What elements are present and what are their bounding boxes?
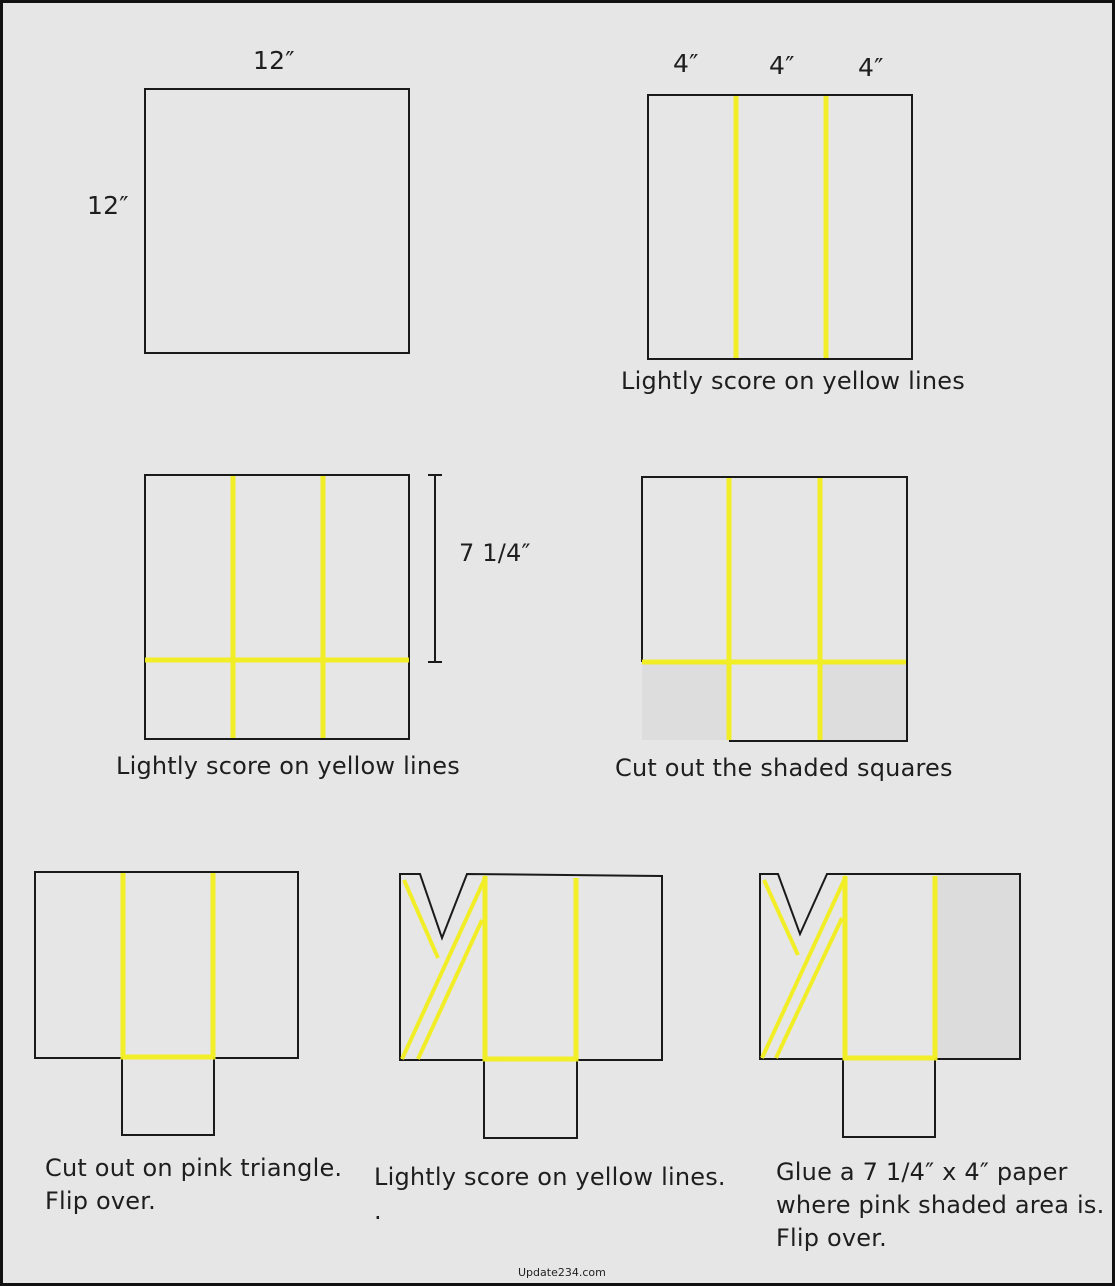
- step4-caption: Cut out the shaded squares: [615, 754, 953, 782]
- step2-square: [648, 95, 912, 359]
- step6-shape-diagram: [400, 874, 662, 1138]
- step4-square-diagram: [642, 477, 907, 741]
- step7-caption-line3: Flip over.: [776, 1224, 887, 1252]
- third-dimension-label-3: 4″: [858, 53, 884, 82]
- step7-shaded-area: [937, 875, 1020, 1059]
- height-dimension-label: 12″: [87, 191, 129, 220]
- step6-caption-line1: Lightly score on yellow lines.: [374, 1163, 726, 1191]
- step5-score-u-line: [123, 873, 213, 1057]
- step3-square: [145, 475, 409, 739]
- watermark: Update234.com: [518, 1266, 606, 1279]
- step5-caption-line2: Flip over.: [45, 1187, 156, 1215]
- step1-square-diagram: [145, 89, 409, 353]
- step6-score-u-line: [485, 876, 576, 1059]
- step2-square-diagram: [648, 95, 912, 359]
- step5-caption-line1: Cut out on pink triangle.: [45, 1154, 343, 1182]
- flap-height-label: 7 1/4″: [459, 539, 531, 567]
- flap-height-bracket: [428, 475, 442, 662]
- step7-shape-diagram: [760, 874, 1020, 1137]
- step7-caption-line2: where pink shaded area is.: [776, 1191, 1105, 1219]
- step6-caption-line2: .: [374, 1197, 382, 1225]
- step3-square-diagram: [145, 475, 442, 739]
- step5-outline: [35, 872, 298, 1135]
- width-dimension-label: 12″: [253, 46, 295, 75]
- step7-score-u-line: [845, 876, 935, 1058]
- step6-diagonal-score-3: [404, 880, 438, 958]
- step1-square: [145, 89, 409, 353]
- third-dimension-label-2: 4″: [769, 51, 795, 80]
- step3-caption: Lightly score on yellow lines: [116, 752, 460, 780]
- step2-caption: Lightly score on yellow lines: [621, 367, 965, 395]
- shaded-square-left: [642, 662, 729, 740]
- step6-outline: [400, 874, 662, 1138]
- step7-diagonal-score-2: [776, 918, 842, 1058]
- shaded-square-right: [821, 662, 907, 740]
- step6-diagonal-score-2: [418, 920, 482, 1059]
- step7-caption-line1: Glue a 7 1/4″ x 4″ paper: [776, 1158, 1068, 1186]
- third-dimension-label-1: 4″: [673, 49, 699, 78]
- step5-shape-diagram: [35, 872, 298, 1135]
